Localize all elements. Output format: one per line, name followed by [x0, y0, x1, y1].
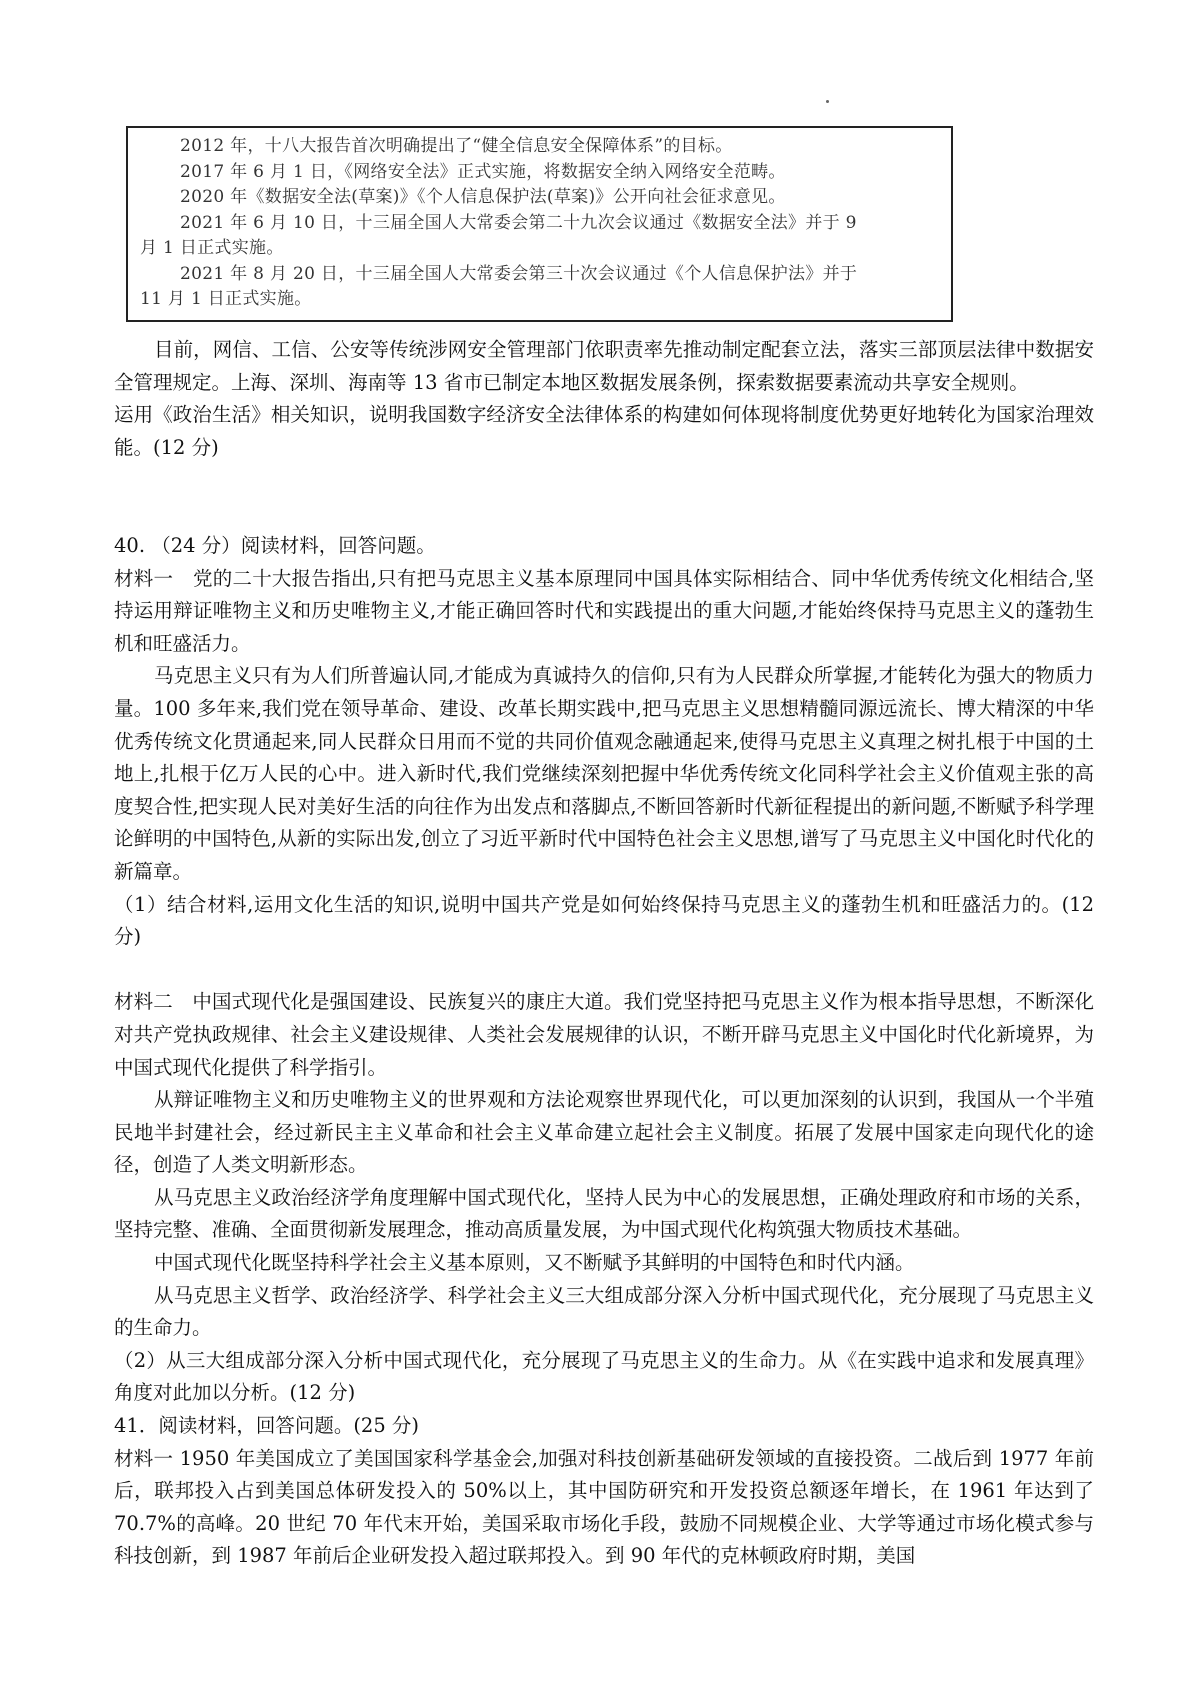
- question-39-section: [114, 334, 1094, 464]
- timeline-entry: 2021 年 6 月 10 日，十三届全国人大常委会第二十九次会议通过《数据安全法》并于 9: [180, 212, 857, 233]
- timeline-entry: 2012 年，十八大报告首次明确提出了“健全信息安全保障体系”的目标。: [180, 136, 733, 156]
- q40-question1: （1）结合材料,运用文化生活的知识,说明中国共产党是如何始终保持马克思主义的蓬勃生机和旺盛活力的。(12 分): [114, 892, 1094, 949]
- timeline-entry-continuation: 11 月 1 日正式实施。: [140, 289, 312, 309]
- scan-dot: [826, 100, 829, 103]
- q41-heading: 41．阅读材料，回答问题。(25 分): [114, 1414, 420, 1438]
- q39-paragraph: 目前，网信、工信、公安等传统涉网安全管理部门依职责率先推动制定配套立法，落实三部顶层法律中数据安全管理规定。上海、深圳、海南等 13 省市已制定本地区数据发展条例，探索数据要素流动共享安全规则。: [114, 338, 1094, 394]
- q40-material2-para4: 中国式现代化既坚持科学社会主义基本原则，又不断赋予其鲜明的中国特色和时代内涵。: [154, 1251, 915, 1275]
- q40-material1-para1: 材料一 党的二十大报告指出,只有把马克思主义基本原理同中国具体实际相结合、同中华优秀传统文化相结合,坚持运用辩证唯物主义和历史唯物主义,才能正确回答时代和实践提出的重大问题,才能始终保持马克思主义的蓬勃生机和旺盛活力。: [114, 566, 1094, 655]
- timeline-entry: 2021 年 8 月 20 日，十三届全国人大常委会第三十次会议通过《个人信息保护法》并于: [180, 263, 858, 284]
- q40-material2-para2: 从辩证唯物主义和历史唯物主义的世界观和方法论观察世界现代化，可以更加深刻的认识到，我国从一个半殖民地半封建社会，经过新民主主义革命和社会主义革命建立起社会主义制度。拓展了发展中国家走向现代化的途径，创造了人类文明新形态。: [114, 1088, 1094, 1177]
- timeline-entry-continuation: 月 1 日正式实施。: [140, 238, 284, 258]
- q41-material1-para1: 材料一 1950 年美国成立了美国国家科学基金会,加强对科技创新基础研发领域的直接投资。二战后到 1977 年前后，联邦投入占到美国总体研发投入的 50%以上，其中国防研究和开发投资总额逐年增长，在 1961 年达到了 70.7%的高峰。20 世纪 70 年代末开始，美国采取市场化手段，鼓励不同规模企业、大学等通过市场化模式参与科技创新，到 1987 年前后企业研发投入超过联邦投入。到 90 年代的克林顿政府时期，美国: [114, 1446, 1094, 1568]
- q40-heading: 40. （24 分）阅读材料，回答问题。: [114, 534, 436, 557]
- q39-question: 运用《政治生活》相关知识，说明我国数字经济安全法律体系的构建如何体现将制度优势更好地转化为国家治理效能。(12 分): [114, 403, 1094, 459]
- q40-material2-para5: 从马克思主义哲学、政治经济学、科学社会主义三大组成部分深入分析中国式现代化，充分展现了马克思主义的生命力。: [114, 1283, 1094, 1340]
- q40-question2: （2）从三大组成部分深入分析中国式现代化，充分展现了马克思主义的生命力。从《在实践中追求和发展真理》角度对此加以分析。(12 分): [114, 1348, 1094, 1405]
- q40-material2-para1: 材料二 中国式现代化是强国建设、民族复兴的康庄大道。我们党坚持把马克思主义作为根本指导思想，不断深化对共产党执政规律、社会主义建设规律、人类社会发展规律的认识，不断开辟马克思主义中国化时代化新境界，为中国式现代化提供了科学指引。: [114, 990, 1094, 1079]
- timeline-box: [126, 126, 953, 322]
- timeline-entry: 2020 年《数据安全法(草案)》《个人信息保护法(草案)》公开向社会征求意见。: [180, 187, 786, 207]
- q40-material1-para2: 马克思主义只有为人们所普遍认同,才能成为真诚持久的信仰,只有为人民群众所掌握,才能转化为强大的物质力量。100 多年来,我们党在领导革命、建设、改革长期实践中,把马克思主义思想精髓同源远流长、博大精深的中华优秀传统文化贯通起来,同人民群众日用而不觉的共同价值观念融通起来,使得马克思主义真理之树扎根于中国的土地上,扎根于亿万人民的心中。进入新时代,我们党继续深刻把握中华优秀传统文化同科学社会主义价值观主张的高度契合性,把实现人民对美好生活的向往作为出发点和落脚点,不断回答新时代新征程提出的新问题,不断赋予科学理论鲜明的中国特色,从新的实际出发,创立了习近平新时代中国特色社会主义思想,谱写了马克思主义中国化时代化的新篇章。: [114, 664, 1094, 883]
- q40-material2-para3: 从马克思主义政治经济学角度理解中国式现代化，坚持人民为中心的发展思想，正确处理政府和市场的关系，坚持完整、准确、全面贯彻新发展理念，推动高质量发展，为中国式现代化构筑强大物质技术基础。: [114, 1185, 1094, 1242]
- question-40-section: [114, 530, 1094, 1573]
- timeline-entry: 2017 年 6 月 1 日，《网络安全法》正式实施，将数据安全纳入网络安全范畴。: [180, 161, 786, 182]
